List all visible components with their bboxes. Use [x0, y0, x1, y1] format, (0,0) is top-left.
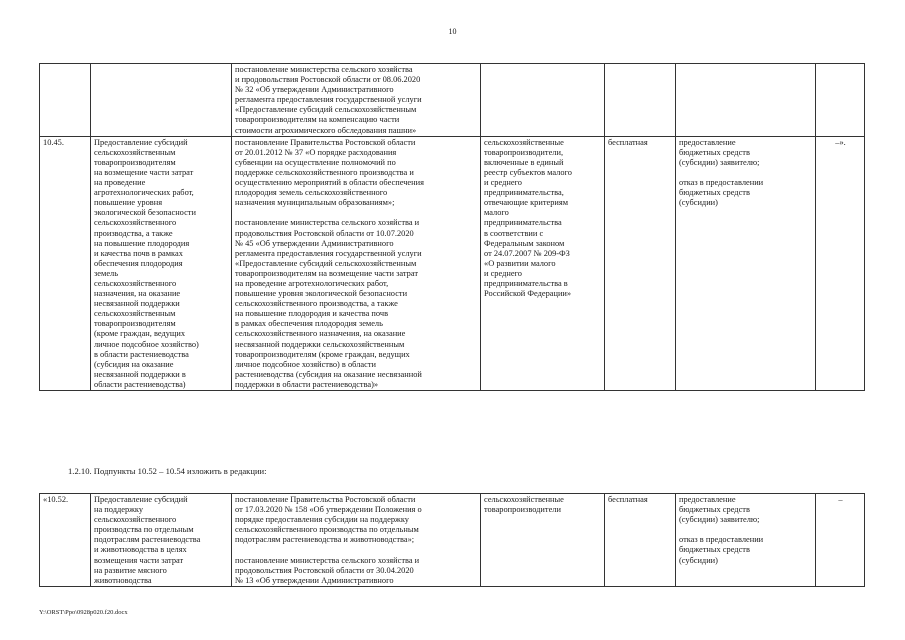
table-row-10-52	[40, 494, 865, 587]
text-line: постановление министерства сельского хозяйства и	[235, 555, 420, 565]
text-line: личное подсобное хозяйство) в области	[235, 359, 376, 369]
text-line: постановление Правительства Ростовской области	[235, 137, 416, 147]
text-line: бюджетных средств	[679, 545, 750, 555]
text-line: предпринимательства	[484, 218, 562, 228]
text-line: в рамках обеспечения плодородия земель	[235, 319, 383, 329]
text-line: отвечающие критериям	[484, 198, 569, 208]
text-line: товаропроизводителям	[94, 157, 176, 167]
text-line: отказ в предоставлении	[679, 535, 764, 545]
text-line: № 45 «Об утверждении Административного	[235, 238, 394, 248]
text-line: сельскохозяйственного	[94, 218, 177, 228]
text-line: предпринимательства в	[484, 278, 568, 288]
table-row-continuation	[40, 64, 865, 137]
text-line: и качества почв в рамках	[94, 248, 183, 258]
text-line: порядке предоставления субсидии на поддержку	[235, 515, 409, 525]
text-line: бюджетных средств	[679, 147, 750, 157]
text-line: предоставление	[679, 495, 736, 504]
text-line: несвязанной поддержки сельскохозяйственным	[235, 339, 405, 349]
text-line: земель	[94, 268, 119, 278]
text-line: товаропроизводителям на компенсацию части	[235, 115, 400, 125]
text-line: постановление Правительства Ростовской области	[235, 495, 416, 504]
text-line: осуществлению мероприятий в области обеспечения	[235, 178, 424, 188]
text-line: личное подсобное хозяйство)	[94, 339, 199, 349]
text-line: субвенции на осуществление полномочий по	[235, 157, 396, 167]
cell-last	[816, 64, 865, 137]
text-line: на проведение	[94, 178, 146, 188]
text-line: на возмещение части затрат	[94, 167, 194, 177]
text-line: на поддержку	[94, 505, 144, 515]
text-line: № 32 «Об утверждении Административного	[235, 85, 394, 95]
text-line: экологической безопасности	[94, 208, 196, 218]
text-line: на развитие мясного	[94, 565, 167, 575]
text-line: «Предоставление субсидий сельскохозяйственным	[235, 258, 417, 268]
text-line: сельскохозяйственные	[484, 495, 564, 504]
text-line: товаропроизводители,	[484, 147, 564, 157]
text-line: сельскохозяйственным	[94, 147, 176, 157]
cell-legal-basis	[232, 136, 481, 390]
text-line: регламента предоставления государственной услуги	[235, 248, 422, 258]
text-line: на повышение плодородия	[94, 238, 190, 248]
text-line: животноводства	[94, 575, 152, 585]
text-line: бюджетных средств	[679, 188, 750, 198]
text-line: сельскохозяйственного производства, а также	[235, 299, 398, 309]
text-line: повышение уровня	[94, 198, 163, 208]
text-line: сельскохозяйственного	[94, 278, 177, 288]
text-line: повышение уровня экологической безопасности	[235, 289, 408, 299]
text-line: (кроме граждан, ведущих	[94, 329, 186, 339]
text-line: в соответствии с	[484, 228, 544, 238]
text-line: сельскохозяйственного назначения, на оказание	[235, 329, 406, 339]
row-number: «10.52.	[40, 494, 91, 587]
cell-service-name	[91, 494, 232, 587]
cell-recipients	[481, 136, 605, 390]
text-line: бюджетных средств	[679, 505, 750, 515]
text-line: сельскохозяйственного	[94, 515, 177, 525]
text-line: сельскохозяйственного производства по отдельным	[235, 525, 419, 535]
text-line: (субсидии)	[679, 198, 718, 208]
text-line: производства по отдельным	[94, 525, 194, 535]
text-line: товаропроизводителям (кроме граждан, ведущих	[235, 349, 410, 359]
cell-service-name	[91, 136, 232, 390]
text-line: несвязанной поддержки	[94, 299, 180, 309]
text-line: Предоставление субсидий	[94, 495, 188, 504]
cell-result	[676, 64, 816, 137]
text-line: назначения муниципальным образованиям»;	[235, 198, 395, 208]
text-line: Федеральным законом	[484, 238, 565, 248]
text-line: включенные в единый	[484, 157, 564, 167]
text-line: «Предоставление субсидий сельскохозяйственным	[235, 105, 417, 115]
text-line: от 24.07.2007 № 209-ФЗ	[484, 248, 570, 258]
page-number: 10	[448, 27, 457, 36]
text-line: (субсидия на оказание	[94, 359, 174, 369]
text-line: в области растениеводства	[94, 349, 189, 359]
cell-recipients	[481, 494, 605, 587]
text-line: несвязанной поддержки в	[94, 369, 186, 379]
text-line: растениеводства (субсидия на оказание несвязанной	[235, 369, 422, 379]
text-line: и животноводства в целях	[94, 545, 187, 555]
cell-cost	[605, 64, 676, 137]
row-number: 10.45.	[40, 136, 91, 390]
services-table-continued	[39, 63, 865, 391]
services-table-new	[39, 493, 865, 587]
text-line: назначения, на оказание	[94, 289, 181, 299]
text-line: и продовольствия Ростовской области от 08.06.2020	[235, 75, 421, 85]
cell-result	[676, 494, 816, 587]
text-line: от 20.01.2012 № 37 «О порядке расходования	[235, 147, 397, 157]
text-line: поддержке сельскохозяйственного производства и	[235, 167, 414, 177]
text-line: поддержки в области растениеводства)»	[235, 379, 379, 389]
text-line: на повышение плодородия и качества почв	[235, 309, 389, 319]
text-line: от 17.03.2020 № 158 «Об утверждении Положения о	[235, 505, 422, 515]
text-line: постановление министерства сельского хозяйства	[235, 65, 413, 74]
text-line: области растениеводства)	[94, 379, 186, 389]
text-line: сельскохозяйственные	[484, 137, 564, 147]
cell-legal-basis	[232, 64, 481, 137]
cell-service-name	[91, 64, 232, 137]
text-line: отказ в предоставлении	[679, 178, 764, 188]
text-line: на проведение агротехнологических работ,	[235, 278, 389, 288]
text-line: подотраслям растениеводства и животноводства»;	[235, 535, 415, 545]
amendment-paragraph: 1.2.10. Подпункты 10.52 – 10.54 изложить в редакции:	[68, 466, 267, 476]
text-line: Предоставление субсидий	[94, 137, 188, 147]
text-line: «О развитии малого	[484, 258, 556, 268]
text-line: регламента предоставления государственной услуги	[235, 95, 422, 105]
text-line: и среднего	[484, 178, 522, 188]
cell-recipients	[481, 64, 605, 137]
text-line: Российской Федерации»	[484, 289, 572, 299]
text-line: плодородия земель сельскохозяйственного	[235, 188, 388, 198]
cell-last: –».	[816, 136, 865, 390]
text-line: подотраслям растениеводства	[94, 535, 201, 545]
text-line: товаропроизводителям	[94, 319, 176, 329]
text-line: постановление министерства сельского хозяйства и	[235, 218, 420, 228]
cell-cost: бесплатная	[605, 494, 676, 587]
cell-legal-basis	[232, 494, 481, 587]
cell-last: –	[816, 494, 865, 587]
text-line: предпринимательства,	[484, 188, 564, 198]
text-line: производства, а также	[94, 228, 173, 238]
table-row-10-45	[40, 136, 865, 390]
text-line: продовольствия Ростовской области от 10.07.2020	[235, 228, 414, 238]
cell-number	[40, 64, 91, 137]
text-line: агротехнологических работ,	[94, 188, 194, 198]
text-line: реестр субъектов малого	[484, 167, 572, 177]
text-line: № 13 «Об утверждении Административного	[235, 575, 394, 585]
text-line: продовольствия Ростовской области от 30.04.2020	[235, 565, 414, 575]
file-path-footer: Y:\ORST\Ppo\0928p020.f20.docx	[39, 609, 128, 616]
text-line: сельскохозяйственным	[94, 309, 176, 319]
text-line: и среднего	[484, 268, 522, 278]
text-line: (субсидии)	[679, 555, 718, 565]
text-line: стоимости агрохимического обследования пашни»	[235, 125, 417, 135]
text-line: (субсидии) заявителю;	[679, 515, 760, 525]
text-line: возмещения части затрат	[94, 555, 184, 565]
text-line: малого	[484, 208, 509, 218]
text-line: (субсидии) заявителю;	[679, 157, 760, 167]
cell-result	[676, 136, 816, 390]
text-line: предоставление	[679, 137, 736, 147]
cell-cost: бесплатная	[605, 136, 676, 390]
text-line: товаропроизводители	[484, 505, 561, 515]
text-line: обеспечения плодородия	[94, 258, 183, 268]
text-line: товаропроизводителям на возмещение части затрат	[235, 268, 419, 278]
